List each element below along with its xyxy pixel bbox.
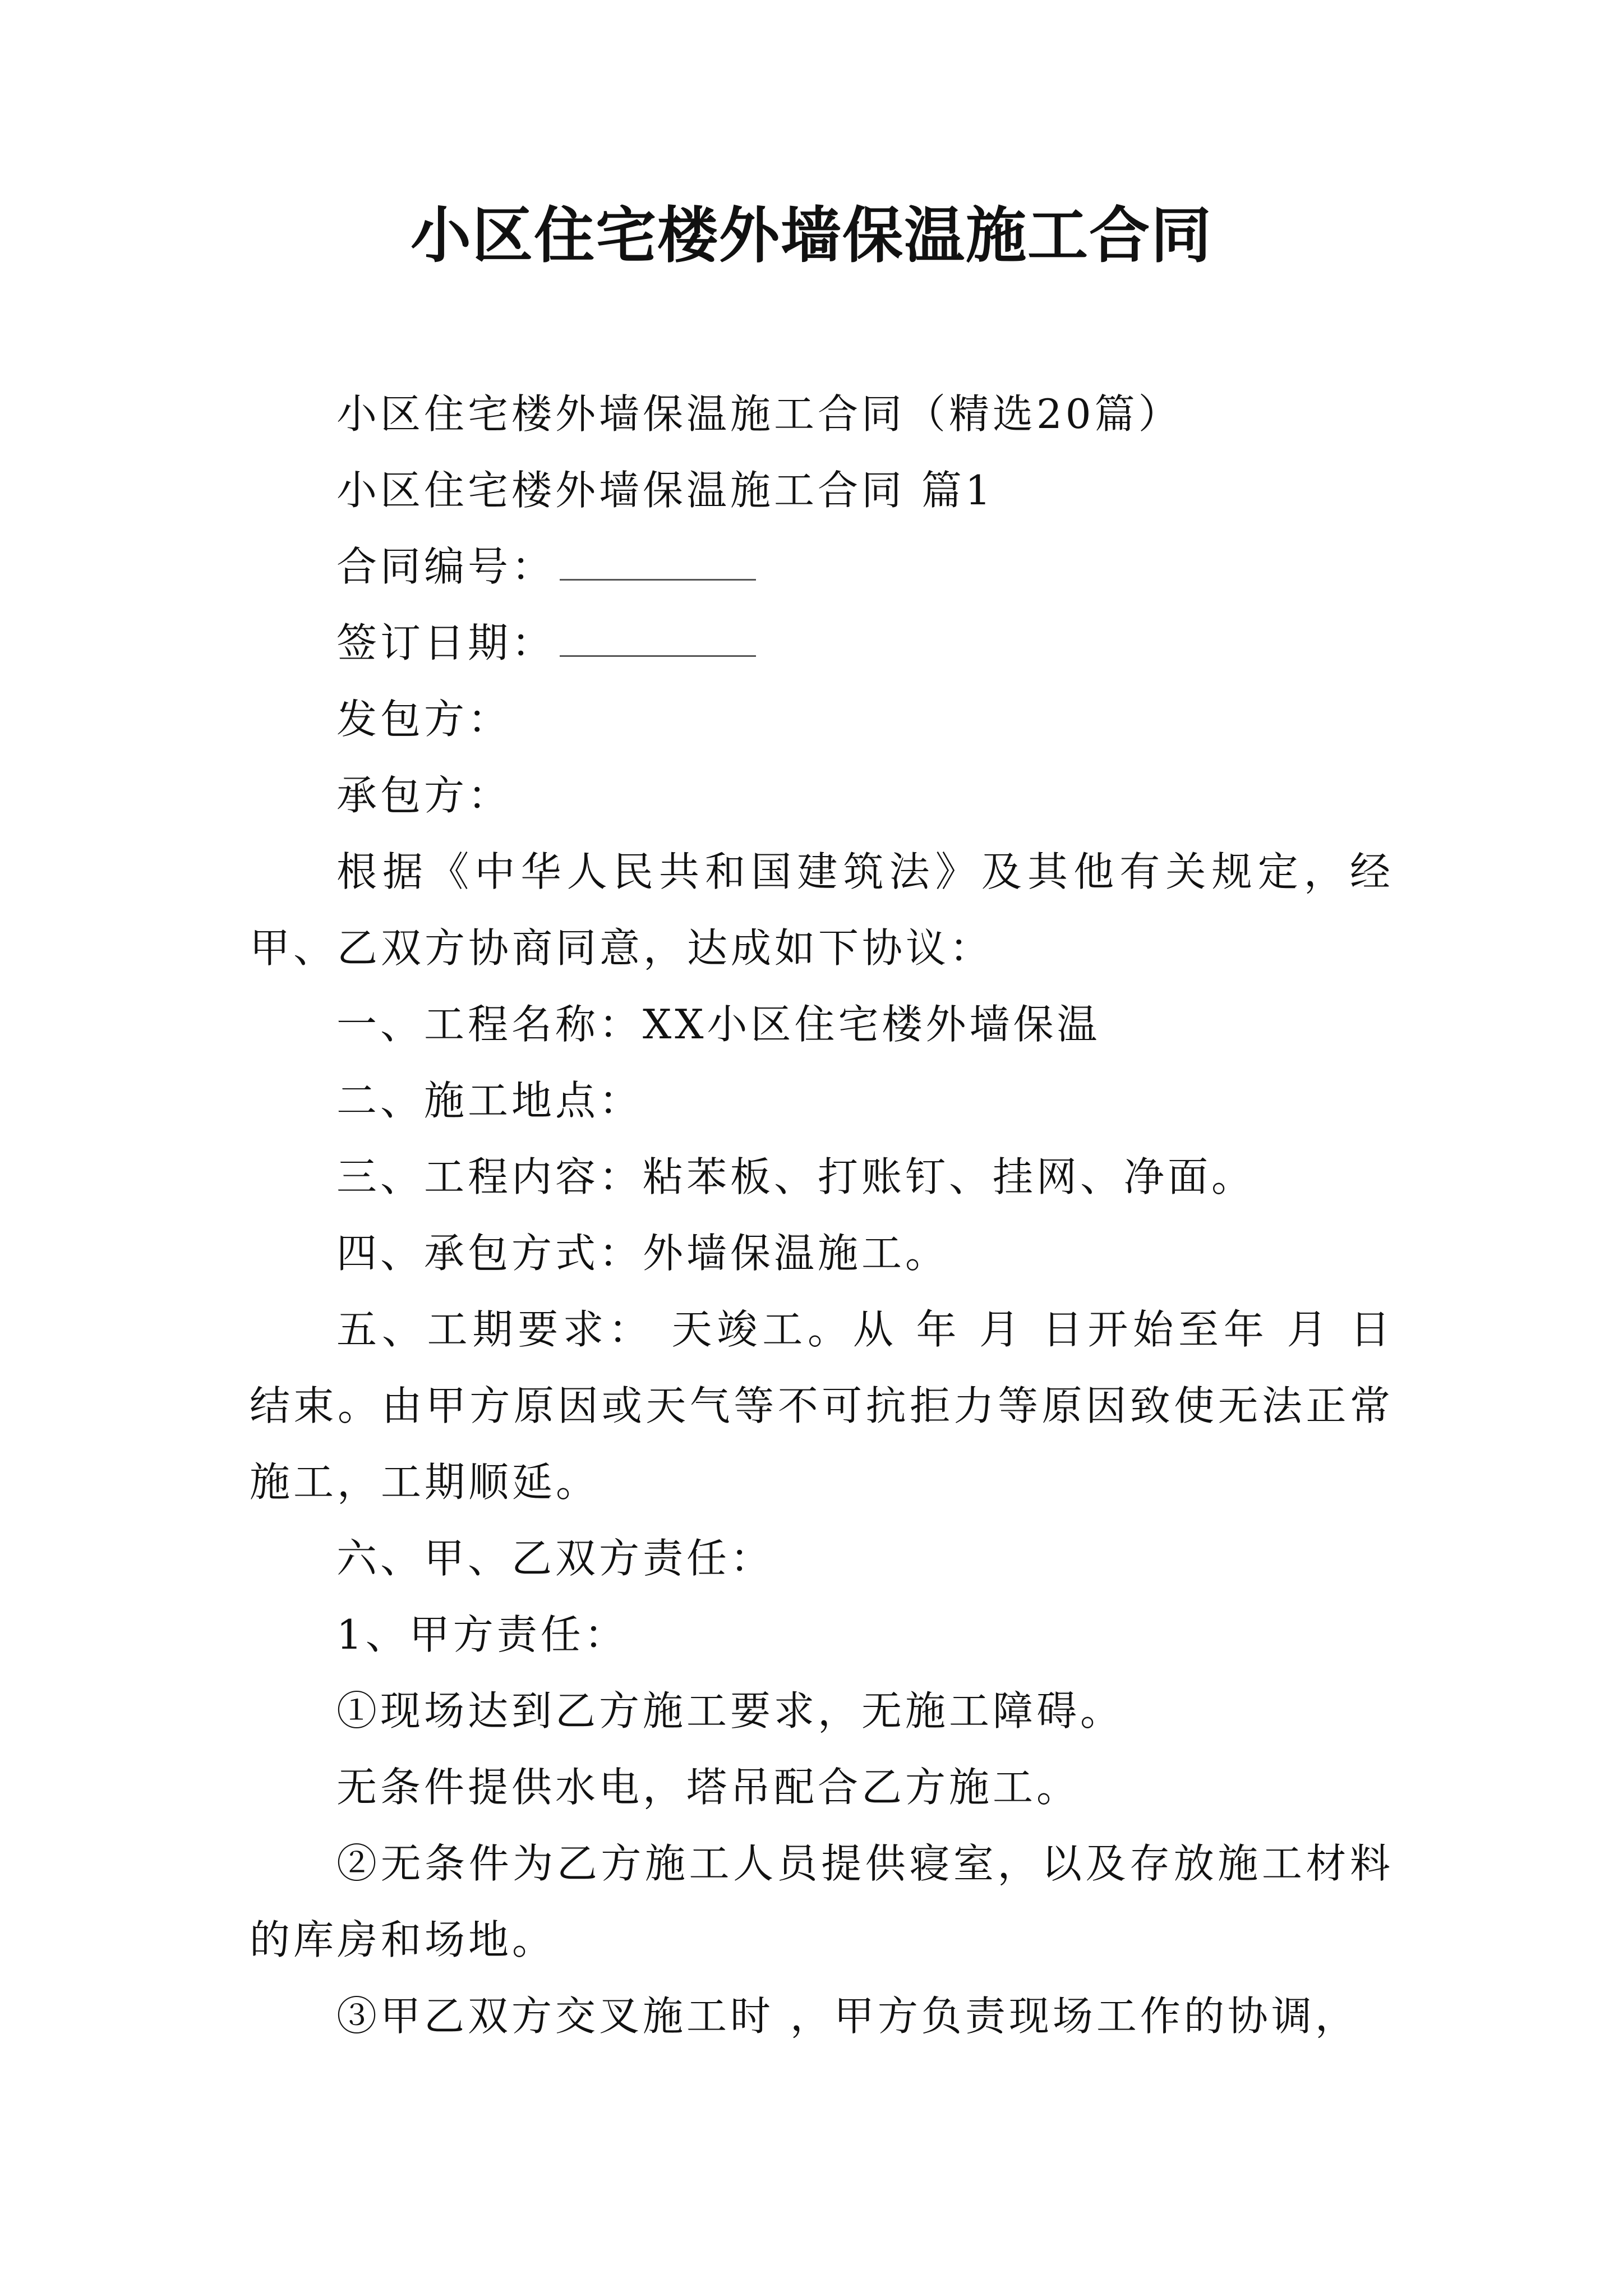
paragraph-project-name: 一、工程名称：XX小区住宅楼外墙保温 (336, 1001, 1101, 1048)
paragraph-location: 二、施工地点： (336, 1077, 643, 1124)
contract-number-blank (560, 545, 756, 581)
paragraph-subtitle: 小区住宅楼外墙保温施工合同（精选20篇） (336, 390, 1182, 438)
paragraph-party-a-heading: 1、甲方责任： (336, 1611, 628, 1658)
signing-date-label: 签订日期： (336, 619, 556, 666)
paragraph-utilities: 无条件提供水电，塔吊配合乙方施工。 (336, 1764, 1081, 1811)
paragraph-contract-number (250, 528, 1394, 605)
paragraph-employer: 发包方： (336, 696, 512, 743)
contract-number-label: 合同编号： (336, 543, 556, 590)
document-title: 小区住宅楼外墙保温施工合同 (410, 200, 1212, 271)
paragraph-item-1: ①现场达到乙方施工要求，无施工障碍。 (336, 1687, 1124, 1734)
paragraph-preamble: 根据《中华人民共和国建筑法》及其他有关规定，经甲、乙双方协商同意，达成如下协议： (250, 848, 1394, 972)
paragraph-item-3: ③甲乙双方交叉施工时 ，甲方负责现场工作的协调， (336, 1993, 1359, 2040)
paragraph-signing-date (250, 605, 1394, 681)
paragraph-schedule: 五、工期要求： 天竣工。从 年 月 日开始至年 月 日结束。由甲方原因或天气等不可抗拒力等原因致使无法正常施工，工期顺延。 (250, 1306, 1394, 1506)
document-body (250, 376, 1394, 2054)
paragraph-contractor: 承包方： (336, 772, 512, 819)
signing-date-blank (560, 622, 756, 657)
paragraph-item-2: ②无条件为乙方施工人员提供寝室，以及存放施工材料的库房和场地。 (250, 1840, 1394, 1963)
paragraph-section-heading: 小区住宅楼外墙保温施工合同 篇1 (336, 467, 994, 514)
paragraph-content: 三、工程内容：粘苯板、打账钉、挂网、净面。 (336, 1153, 1256, 1200)
paragraph-contract-method: 四、承包方式：外墙保温施工。 (336, 1230, 949, 1277)
paragraph-responsibilities: 六、甲、乙双方责任： (336, 1535, 774, 1582)
